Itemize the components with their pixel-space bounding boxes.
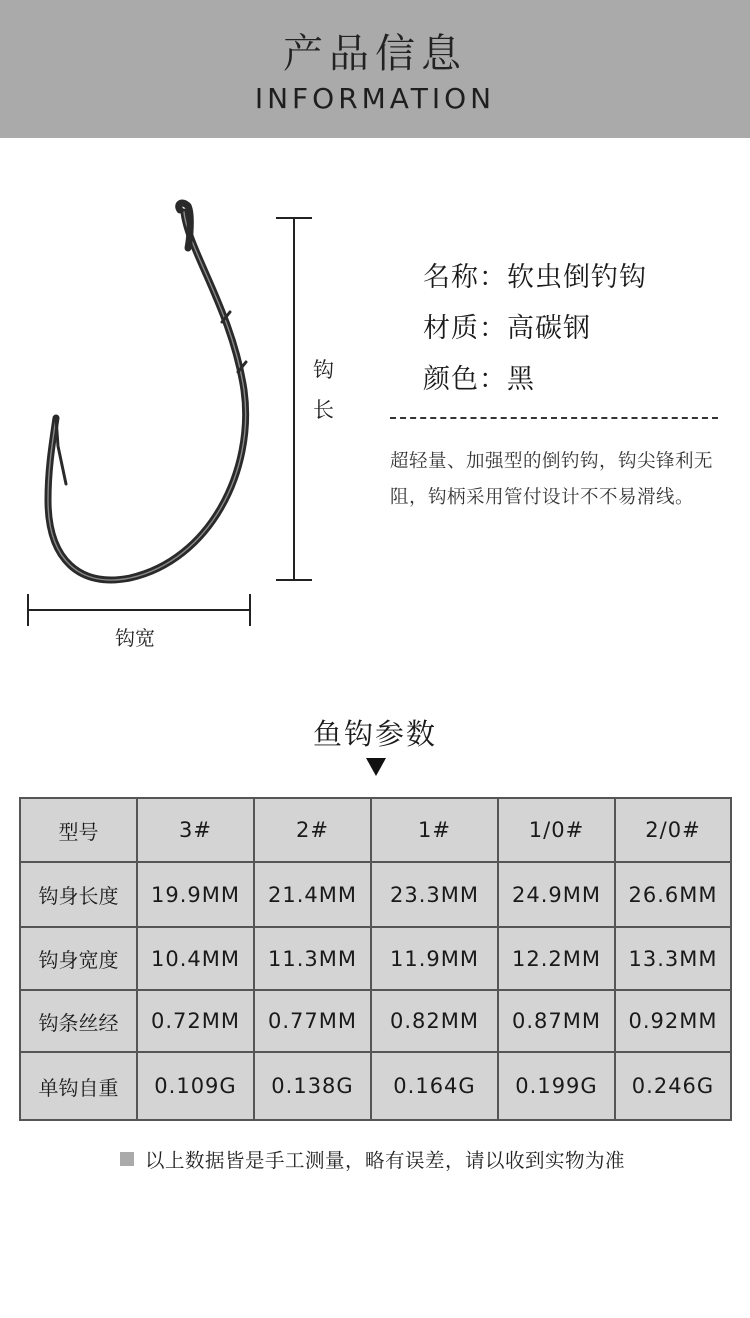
table-cell: 0.72MM [137,990,254,1052]
hook-length-label: 钩长 [313,358,334,422]
table-cell: 0.109G [137,1052,254,1120]
spec-name-key: 名称： [423,262,507,293]
header-subtitle: INFORMATION [254,82,496,115]
spec-name-value: 软虫倒钓钩 [507,262,647,293]
spec-material-key: 材质： [423,313,507,344]
table-row [20,927,731,990]
table-cell: 11.3MM [254,927,371,990]
table-header-cell: 1/0# [498,798,615,862]
table-header-cell: 1# [371,798,498,862]
hook-width-label: 钩宽 [115,626,155,650]
table-header-cell: 2# [254,798,371,862]
table-cell: 0.164G [371,1052,498,1120]
header-title: 产品信息 [283,31,467,77]
table-cell: 24.9MM [498,862,615,927]
table-cell: 0.82MM [371,990,498,1052]
table-cell: 0.246G [615,1052,731,1120]
table-cell: 0.92MM [615,990,731,1052]
spec-name [423,255,647,294]
spec-material-value: 高碳钢 [507,313,591,344]
note-bullet-icon [120,1152,134,1166]
table-row-label: 钩身长度 [20,862,137,927]
spec-material [423,306,591,345]
spec-color [423,357,535,396]
hook-icon [48,203,246,580]
table-header-cell: 型号 [20,798,137,862]
table-cell: 10.4MM [137,927,254,990]
table-row [20,1052,731,1120]
product-description: 超轻量、加强型的倒钓钩，钩尖锋利无阻，钩柄采用管付设计不不易滑线。 [390,451,714,508]
table-cell: 23.3MM [371,862,498,927]
hook-length-dimension [276,218,312,580]
table-row-label: 单钩自重 [20,1052,137,1120]
table-row [20,990,731,1052]
header-banner [0,0,750,138]
table-header-cell: 2/0# [615,798,731,862]
params-title: 鱼钩参数 [312,717,437,751]
table-cell: 21.4MM [254,862,371,927]
table-cell: 13.3MM [615,927,731,990]
spec-color-key: 颜色： [423,364,507,395]
table-cell: 0.77MM [254,990,371,1052]
spec-color-value: 黑 [507,364,535,395]
measurement-note: 以上数据皆是手工测量，略有误差，请以收到实物为准 [145,1149,626,1172]
table-cell: 0.199G [498,1052,615,1120]
table-cell: 11.9MM [371,927,498,990]
table-cell: 12.2MM [498,927,615,990]
table-header-row [20,798,731,862]
spec-divider [390,417,718,419]
table-cell: 19.9MM [137,862,254,927]
params-table [19,797,732,1121]
table-row-label: 钩条丝经 [20,990,137,1052]
down-arrow-icon [366,758,386,776]
table-header-cell: 3# [137,798,254,862]
table-cell: 26.6MM [615,862,731,927]
table-row-label: 钩身宽度 [20,927,137,990]
table-cell: 0.138G [254,1052,371,1120]
table-cell: 0.87MM [498,990,615,1052]
table-row [20,862,731,927]
